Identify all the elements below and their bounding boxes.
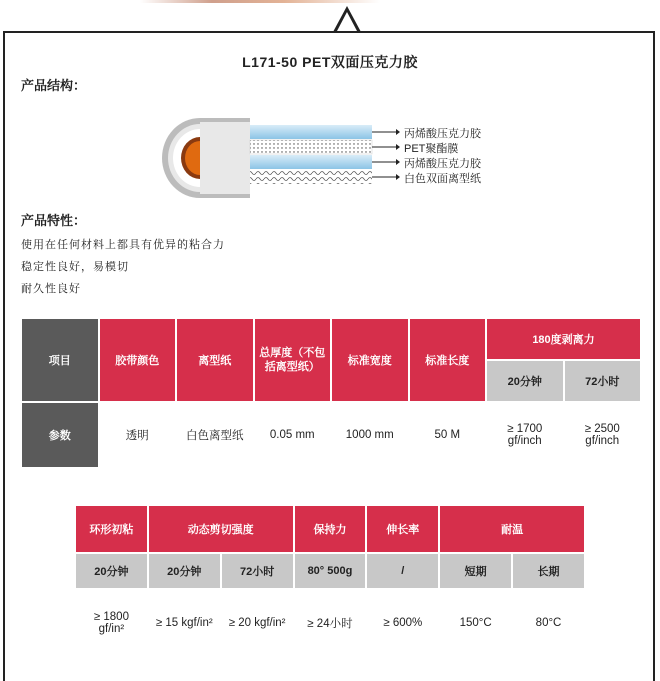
cell-thickness: 0.05 mm (255, 403, 331, 467)
cell-length: 50 M (410, 403, 486, 467)
header-temp: 耐温 (440, 506, 584, 552)
value-loop-20: ≥ 1800 gf/in² (76, 590, 147, 656)
tape-roll-icon (162, 118, 250, 198)
row-label: 参数 (22, 403, 98, 467)
layer-label: PET聚酯膜 (404, 143, 459, 155)
cell-color: 透明 (100, 403, 176, 467)
header-color: 胶带颜色 (100, 319, 176, 401)
cell-peel-72: ≥ 2500 gf/inch (565, 403, 641, 467)
product-title: L171-50 PET双面压克力胶 (242, 54, 418, 70)
header-holding: 保持力 (295, 506, 366, 552)
structure-diagram (160, 110, 400, 205)
structure-heading: 产品结构： (21, 78, 87, 93)
sub-elongation: / (367, 554, 438, 588)
header-elongation: 伸长率 (367, 506, 438, 552)
spec-table-2 (74, 504, 586, 658)
header-shear: 动态剪切强度 (149, 506, 293, 552)
acrylic-layer-bottom (250, 155, 372, 169)
value-temp-long: 80°C (513, 590, 584, 656)
feature-item: 使用在任何材料上都具有优异的粘合力 (21, 239, 225, 251)
value-temp-short: 150°C (440, 590, 511, 656)
sub-shear-72: 72小时 (222, 554, 293, 588)
spec-table-1 (20, 317, 642, 469)
layer-stack (250, 125, 372, 184)
value-shear-20: ≥ 15 kgf/in² (149, 590, 220, 656)
header-width: 标准宽度 (332, 319, 408, 401)
layer-label: 丙烯酸压克力胶 (404, 128, 481, 140)
sub-loop-20: 20分钟 (76, 554, 147, 588)
header-item: 项目 (22, 319, 98, 401)
header-peel: 180度剥离力 (487, 319, 640, 359)
sub-shear-20: 20分钟 (149, 554, 220, 588)
cell-width: 1000 mm (332, 403, 408, 467)
header-loop-tack: 环形初粘 (76, 506, 147, 552)
header-thickness: 总厚度（不包括离型纸） (255, 319, 331, 401)
value-holding: ≥ 24小时 (295, 590, 366, 656)
value-shear-72: ≥ 20 kgf/in² (222, 590, 293, 656)
layer-label: 白色双面离型纸 (404, 173, 481, 185)
value-elongation: ≥ 600% (367, 590, 438, 656)
header-peel-20: 20分钟 (487, 361, 563, 401)
acrylic-layer-top (250, 125, 372, 139)
top-decoration (140, 0, 380, 3)
header-length: 标准长度 (410, 319, 486, 401)
features-heading: 产品特性： (21, 213, 87, 228)
feature-item: 耐久性良好 (21, 283, 81, 295)
header-peel-72: 72小时 (565, 361, 641, 401)
sub-temp-short: 短期 (440, 554, 511, 588)
sub-holding: 80° 500g (295, 554, 366, 588)
cell-liner: 白色离型纸 (177, 403, 253, 467)
tape-roll-diagram (160, 110, 400, 200)
sub-temp-long: 长期 (513, 554, 584, 588)
header-liner: 离型纸 (177, 319, 253, 401)
cell-peel-20: ≥ 1700 gf/inch (487, 403, 563, 467)
layer-label: 丙烯酸压克力胶 (404, 158, 481, 170)
feature-item: 稳定性良好，易模切 (21, 261, 129, 273)
